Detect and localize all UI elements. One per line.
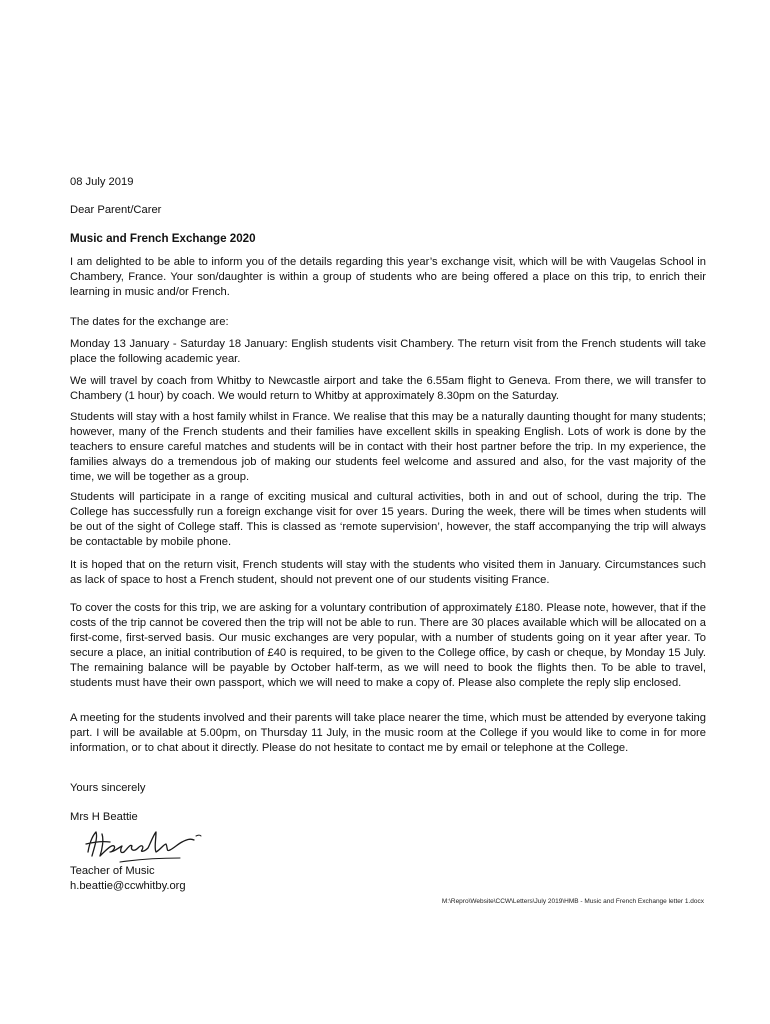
letter-title: Music and French Exchange 2020	[70, 232, 256, 245]
paragraph-meeting: A meeting for the students involved and their parents will take place nearer the time, which must be attended by everyone taking part. I will be available at 5.00pm, on Thursday 11 July, in the music room at the College if you would like to come in for more information, or to chat about it directly. Please do not hesitate to contact me by email or telephone at the College.	[70, 712, 706, 754]
paragraph-return-visit: It is hoped that on the return visit, French students will stay with the students who visited them in January. Circumstances such as lack of space to host a French student, should not prevent one of our students visiting France.	[70, 559, 706, 586]
paragraph-costs: To cover the costs for this trip, we are asking for a voluntary contribution of approximately £180. Please note, however, that if the costs of the trip cannot be covered then the trip will not be able to run. There are 30 places available which will be allocated on a first-come, first-served basis. Our music exchanges are very popular, with a number of students going on it year after year. To secure a place, an initial contribution of £40 is required, to be given to the College office, by cash or cheque, by Monday 15 July. The remaining balance will be payable by October half-term, as we will need to book the flights then. To be able to travel, students must have their own passport, which we will need to make a copy of. Please also complete the reply slip enclosed.	[70, 602, 706, 689]
signatory-role: Teacher of Music	[70, 865, 155, 877]
paragraph-host-family: Students will stay with a host family whilst in France. We realise that this may be a naturally daunting thought for many students; however, many of the French students and their families have excellent skills in speaking English. Lots of work is done by the teachers to ensure careful matches and students will be in contact with their host partner before the trip. In my experience, the families always do a tremendous job of making our students feel welcome and assured and also, for the vast majority of the time, we will be together as a group.	[70, 411, 706, 483]
paragraph-travel: We will travel by coach from Whitby to Newcastle airport and take the 6.55am flight to Geneva. From there, we will transfer to Chambery (1 hour) by coach. We would return to Whitby at approximately 8.30pm on the Saturday.	[70, 375, 706, 402]
letter-date: 08 July 2019	[70, 176, 134, 188]
document-file-path: M:\Repro\Website\CCW\Letters\July 2019\HMB - Music and French Exchange letter 1.docx	[441, 898, 704, 905]
paragraph-dates: Monday 13 January - Saturday 18 January: English students visit Chambery. The return visit from the French students will take place the following academic year.	[70, 338, 706, 365]
signatory-name: Mrs H Beattie	[70, 811, 138, 823]
paragraph-activities: Students will participate in a range of exciting musical and cultural activities, both in and out of school, during the trip. The College has successfully run a foreign exchange visit for over 15 years. During the week, there will be times when students will be out of the sight of College staff. This is classed as ‘remote supervision’, however, the staff accompanying the trip will always be contactable by mobile phone.	[70, 491, 706, 548]
handwritten-signature	[80, 822, 210, 866]
paragraph-intro: I am delighted to be able to inform you of the details regarding this year’s exchange visit, which will be with Vaugelas School in Chambery, France. Your son/daughter is within a group of students who are being offered a place on this trip, to enrich their learning in music and/or French.	[70, 256, 706, 298]
paragraph-dates-heading: The dates for the exchange are:	[70, 316, 229, 328]
signatory-email: h.beattie@ccwhitby.org	[70, 880, 186, 892]
salutation: Dear Parent/Carer	[70, 204, 162, 216]
closing: Yours sincerely	[70, 782, 146, 794]
